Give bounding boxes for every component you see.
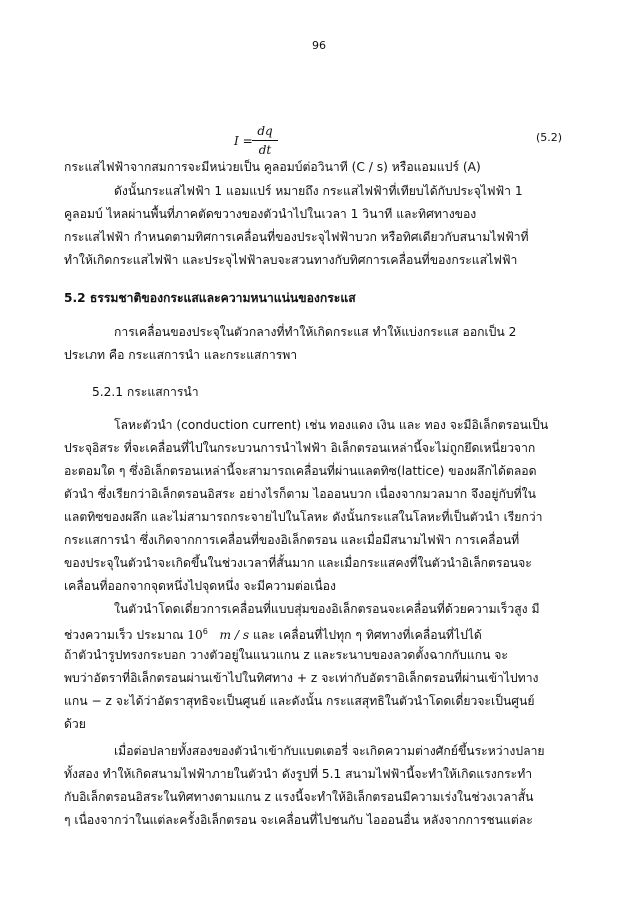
text-line: พบว่าอัตราที่อิเล็กตรอนผ่านเข้าไปในทิศทาง + z จะเท่ากับอัตราอิเล็กตรอนที่ผ่านเข้าไปทาง bbox=[64, 671, 539, 685]
text-line: ตัวนำ ซึ่งเรียกว่าอิเล็กตรอนอิสระ อย่างไรก็ตาม ไอออนบวก เนื่องจากมวลมาก จึงอยู่กับที่ใน bbox=[64, 487, 536, 501]
equation-lhs: I = bbox=[234, 134, 253, 148]
text-line: ทำให้เกิดกระแสไฟฟ้า และประจุไฟฟ้าลบจะสวนทางกับทิศการเคลื่อนที่ของกระแสไฟฟ้า bbox=[64, 253, 518, 267]
fraction-bar bbox=[252, 140, 278, 141]
text-line: การเคลื่อนของประจุในตัวกลางที่ทำให้เกิดกระแส ทำให้แบ่งกระแส ออกเป็น 2 bbox=[114, 325, 517, 339]
text-line: แกน − z จะได้ว่าอัตราสุทธิจะเป็นศูนย์ และดังนั้น กระแสสุทธิในตัวนำโดดเดี่ยวจะเป็นศูนย์ bbox=[64, 694, 535, 708]
current-equation bbox=[230, 123, 310, 163]
text-line: ช่วงความเร็ว ประมาณ $10^6$ m / s และ เคลื่อนที่ไปทุก ๆ ทิศทางที่เคลื่อนที่ไปได้ bbox=[64, 627, 482, 642]
equation-fraction bbox=[252, 123, 278, 158]
text-line: โลหะตัวนำ (conduction current) เช่น ทองแดง เงิน และ ทอง จะมีอิเล็กตรอนเป็น bbox=[114, 418, 549, 432]
text-line: กระแสไฟฟ้า กำหนดตามทิศการเคลื่อนที่ของประจุไฟฟ้าบวก หรือทิศเดียวกับสนามไฟฟ้าที่ bbox=[64, 230, 529, 244]
text-line: ในตัวนำโดดเดี่ยวการเคลื่อนที่แบบสุ่มของอิเล็กตรอนจะเคลื่อนที่ด้วยความเร็วสูง มี bbox=[114, 602, 540, 616]
text-line: ทั้งสอง ทำให้เกิดสนามไฟฟ้าภายในตัวนำ ดังรูปที่ 5.1 สนามไฟฟ้านี้จะทำให้เกิดแรงกระทำ bbox=[64, 767, 533, 781]
text-line: แลตทิซของผลึก และไม่สามารถกระจายไปในโลหะ ดังนั้นกระแสในโลหะที่เป็นตัวนำ เรียกว่า bbox=[64, 510, 543, 524]
text-line: คูลอมบ์ ไหลผ่านพื้นที่ภาคตัดขวางของตัวนำไปในเวลา 1 วินาที และทิศทางของ bbox=[64, 207, 477, 221]
text-line: ๆ เนื่องจากว่าในแต่ละครั้งอิเล็กตรอน จะเคลื่อนที่ไปชนกับ ไอออนอื่น หลังจากการชนแต่ละ bbox=[64, 813, 533, 827]
text-line: ด้วย bbox=[64, 717, 86, 731]
text-line: กระแสไฟฟ้าจากสมการจะมีหน่วยเป็น คูลอมบ์ต่อวินาที (C / s) หรือแอมแปร์ (A) bbox=[64, 160, 481, 174]
subsection-heading: 5.2.1 กระแสการนำ bbox=[92, 385, 199, 399]
text-line: ประเภท คือ กระแสการนำ และกระแสการพา bbox=[64, 348, 298, 362]
text-line: ถ้าตัวนำรูปทรงกระบอก วางตัวอยู่ในแนวแกน z และระนาบของลวดตั้งฉากกับแกน จะ bbox=[64, 648, 508, 662]
equation-numerator: dq bbox=[257, 124, 273, 138]
page-number: 96 bbox=[312, 39, 326, 52]
equation-denominator: dt bbox=[258, 143, 272, 157]
text-line: ประจุอิสระ ที่จะเคลื่อนที่ไปในกระบวนการนำไฟฟ้า อิเล็กตรอนเหล่านี้จะไม่ถูกยึดเหนี่ยวจาก bbox=[64, 441, 536, 455]
section-heading: 5.2 ธรรมชาติของกระแสและความหนาแน่นของกระแส bbox=[64, 291, 356, 305]
equation-label: (5.2) bbox=[536, 131, 563, 144]
text-line: กับอิเล็กตรอนอิสระในทิศทางตามแกน z แรงนี้จะทำให้อิเล็กตรอนมีความเร่งในช่วงเวลาสั้น bbox=[64, 790, 534, 804]
text-line: เมื่อต่อปลายทั้งสองของตัวนำเข้ากับแบตเตอรี่ จะเกิดความต่างศักย์ขึ้นระหว่างปลาย bbox=[114, 744, 545, 758]
text-line: ของประจุในตัวนำจะเกิดขึ้นในช่วงเวลาที่สั้นมาก และเมื่อกระแสคงที่ในตัวนำอิเล็กตรอนจะ bbox=[64, 556, 532, 570]
text-line: อะตอมใด ๆ ซึ่งอิเล็กตรอนเหล่านี้จะสามารถเคลื่อนที่ผ่านแลตทิซ(lattice) ของผลึกได้ตลอด bbox=[64, 464, 537, 478]
text-line: ดังนั้นกระแสไฟฟ้า 1 แอมแปร์ หมายถึง กระแสไฟฟ้าที่เทียบได้กับประจุไฟฟ้า 1 bbox=[114, 184, 523, 198]
text-line: เคลื่อนที่ออกจากจุดหนึ่งไปจุดหนึ่ง จะมีความต่อเนื่อง bbox=[64, 579, 336, 593]
text-line: กระแสการนำ ซึ่งเกิดจากการเคลื่อนที่ของอิเล็กตรอน และเมื่อมีสนามไฟฟ้า การเคลื่อนที่ bbox=[64, 533, 520, 547]
